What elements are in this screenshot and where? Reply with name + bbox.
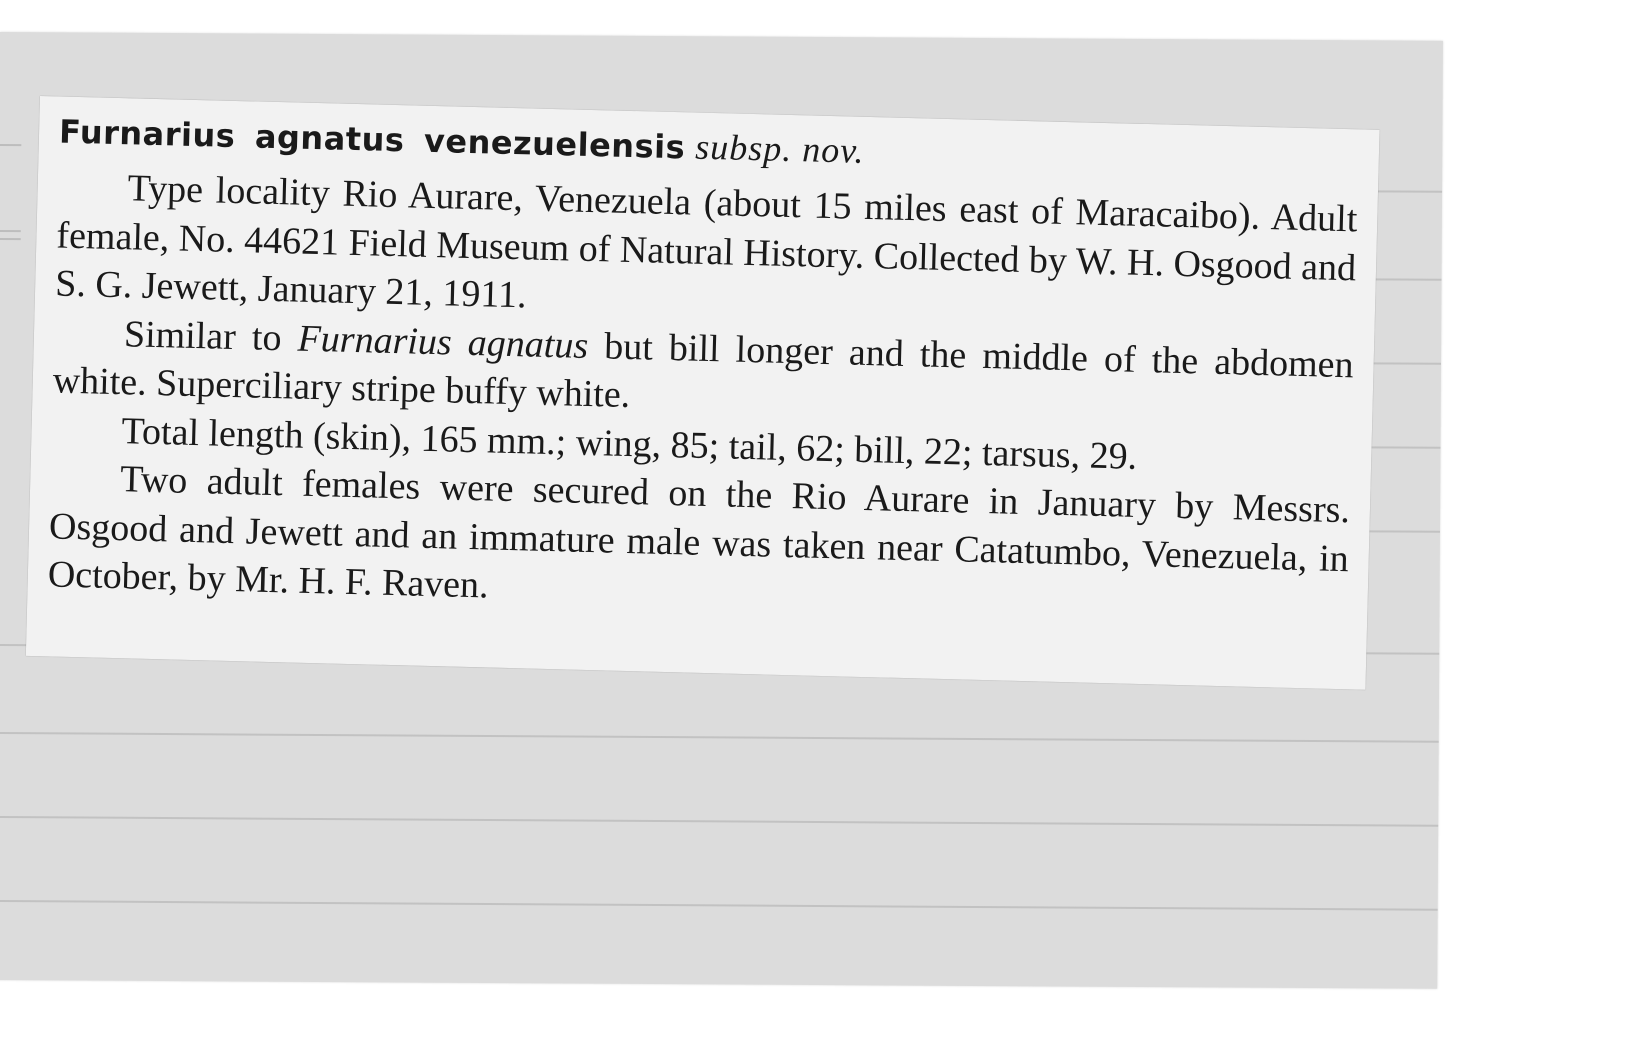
card-rule-line	[0, 816, 1438, 827]
compared-species-name: Furnarius agnatus	[297, 317, 589, 367]
species-heading	[59, 111, 866, 172]
type-locality-paragraph: Type locality Rio Aurare, Venezuela (about 15 miles east of Maracaibo). Adult female, No. 44621 Field Museum of Natural History. Collected by W. H. Osgood and S. G. Jewett, January 21, 1911.	[54, 167, 1358, 317]
subspecies-designation: subsp. nov.	[694, 126, 866, 171]
comparison-text-end: but bill longer and the middle of the abdomen white. Superciliary stripe buffy white.	[52, 324, 1355, 417]
card-edge-mark	[0, 230, 21, 232]
comparison-text-start: Similar to	[123, 312, 299, 360]
card-edge-mark	[0, 238, 21, 240]
newspaper-clipping	[26, 96, 1380, 690]
card-edge-mark	[0, 144, 21, 146]
card-rule-line	[0, 900, 1438, 911]
species-name: Furnarius agnatus venezuelensis	[58, 112, 686, 167]
measurements-paragraph: Total length (skin), 165 mm.; wing, 85; tail, 62; bill, 22; tarsus, 29.	[121, 409, 1138, 478]
card-rule-line	[1362, 530, 1440, 532]
clipping-body	[47, 162, 1358, 631]
card-rule-line	[1363, 362, 1441, 364]
card-rule-line	[0, 732, 1439, 743]
card-rule-line	[1362, 446, 1440, 448]
specimens-paragraph: Two adult females were secured on the Rio Aurare in January by Messrs. Osgood and Jewett and an immature male was taken near Catatumbo, Venezuela, in October, by Mr. H. F. Raven.	[47, 458, 1351, 607]
